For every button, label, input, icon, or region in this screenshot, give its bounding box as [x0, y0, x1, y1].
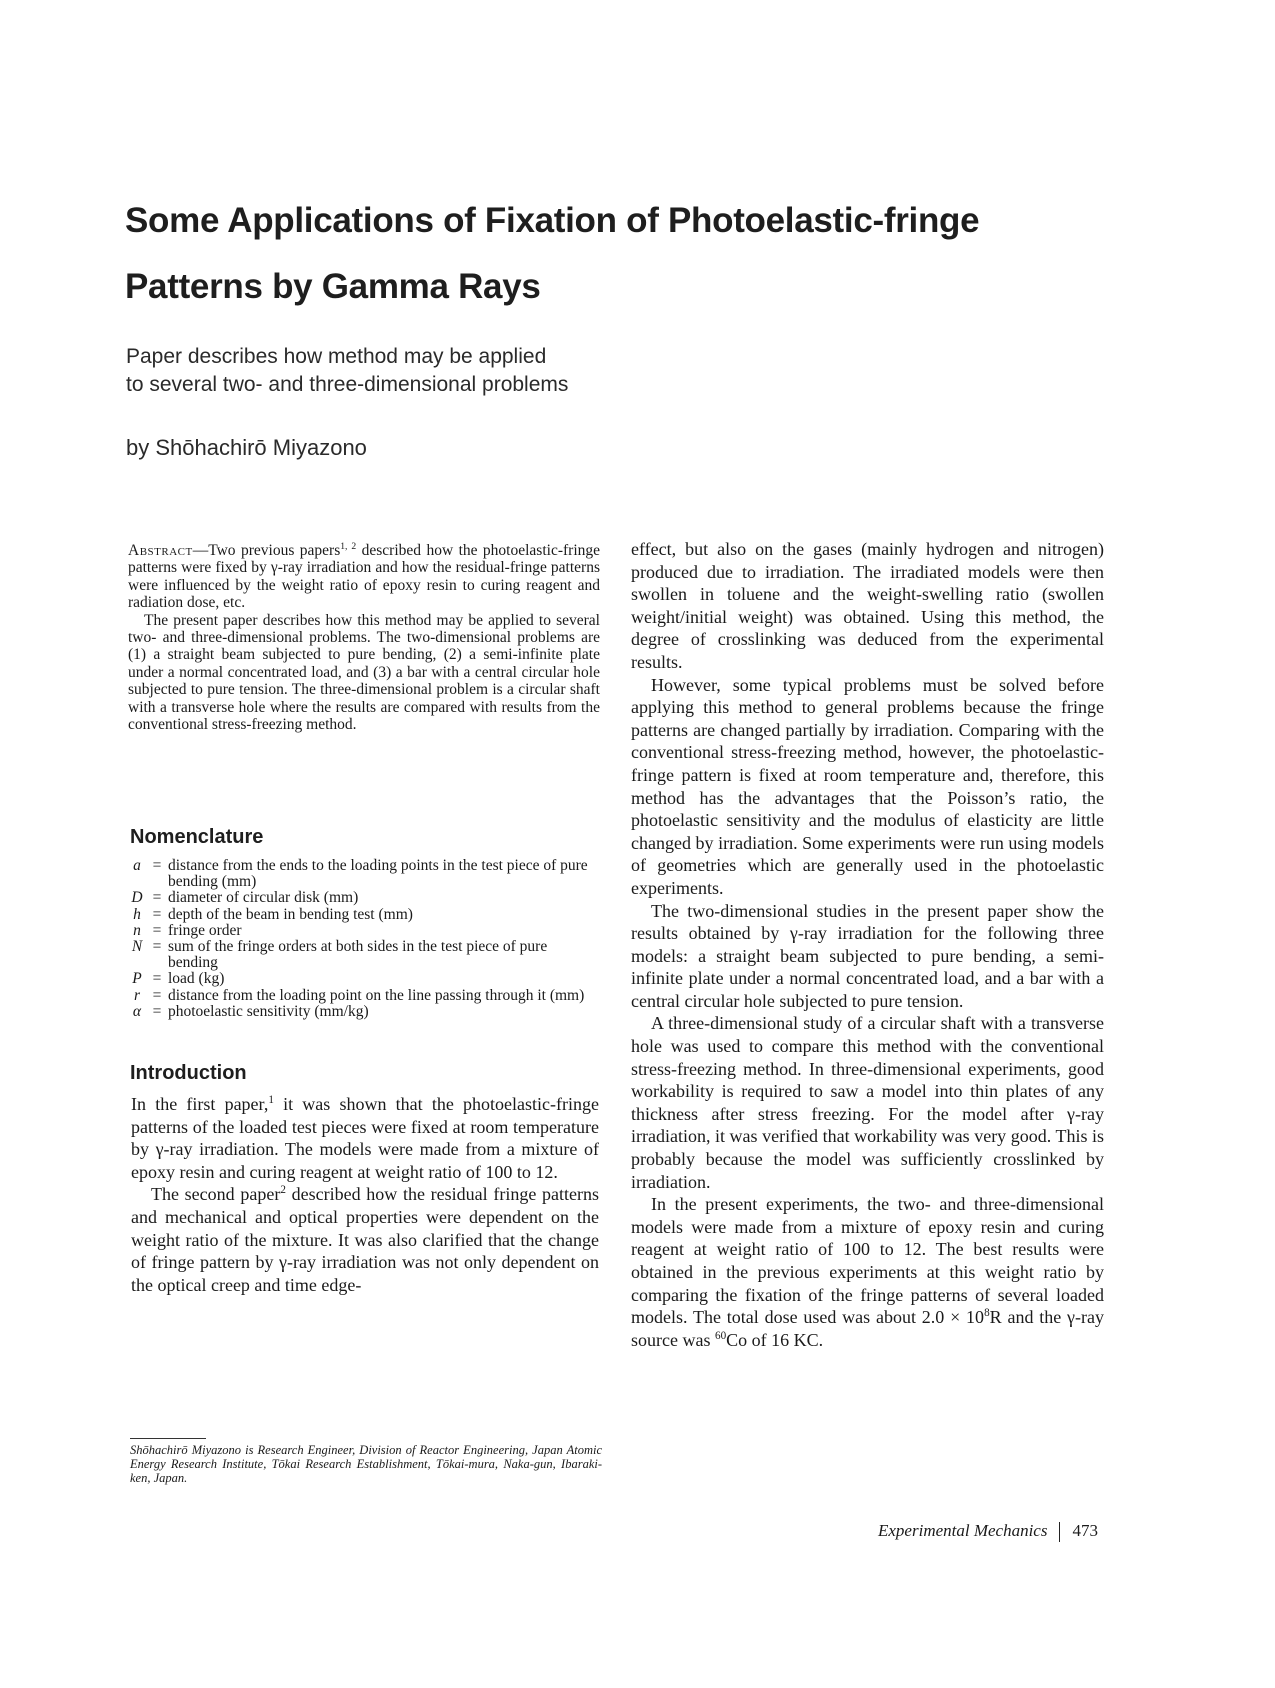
- nomenclature-symbol: n: [133, 921, 141, 939]
- nomenclature-definition: depth of the beam in bending test (mm): [168, 905, 413, 923]
- nomenclature-item: [128, 1004, 600, 1020]
- author-footnote: Shōhachirō Miyazono is Research Engineer, Division of Reactor Engineering, Japan Atomic Energy Research Institute, Tōkai Research Establishment, Tōkai-mura, Naka-gun, Ibaraki-ken, Japan.: [130, 1443, 602, 1485]
- title-line-1: Some Applications of Fixation of Photoelastic-fringe: [125, 201, 980, 240]
- abstract-text: —Two previous papers: [192, 542, 341, 559]
- nomenclature-definition: load (kg): [168, 970, 225, 988]
- nomenclature-symbol: r: [133, 986, 141, 1004]
- right-text: R and the γ-ray source was: [631, 1307, 1104, 1350]
- nomenclature-definition: distance from the ends to the loading points in the test piece of pure bending (mm): [168, 857, 588, 891]
- nomenclature-equals: =: [152, 1002, 162, 1020]
- nomenclature-equals: =: [152, 986, 162, 1004]
- intro-text: The second paper: [151, 1184, 281, 1205]
- nomenclature-equals: =: [152, 905, 162, 923]
- nomenclature-item: [128, 939, 600, 971]
- nomenclature-symbol: P: [132, 970, 142, 988]
- abstract-text: described how the photoelastic-fringe patterns were fixed by γ-ray irradiation and how the residual-fringe patterns were influenced by the weight ratio of epoxy resin to curing reagent and radiation dose, etc.: [128, 542, 601, 612]
- nomenclature-definition: photoelastic sensitivity (mm/kg): [168, 1002, 369, 1020]
- isotope-mass-number: 60: [714, 1329, 727, 1342]
- introduction-left-column: [131, 1093, 599, 1296]
- journal-name: Experimental Mechanics: [878, 1521, 1048, 1540]
- nomenclature-item: [128, 907, 600, 923]
- subtitle-line-1: Paper describes how method may be applied: [126, 345, 547, 368]
- intro-text: it was shown that the photoelastic-fringe patterns of the loaded test pieces were fixed at room temperature by γ-ray irradiation. The models were made from a mixture of epoxy resin and curing reagent at weight ratio of 100 to 12.: [131, 1094, 600, 1182]
- subtitle-line-2: to several two- and three-dimensional problems: [126, 373, 569, 396]
- nomenclature-item: [128, 923, 600, 939]
- nomenclature-symbol: α: [132, 1002, 142, 1020]
- nomenclature-equals: =: [152, 889, 162, 907]
- abstract: [128, 542, 600, 733]
- exponent: 8: [984, 1307, 990, 1320]
- nomenclature-symbol: h: [133, 905, 141, 923]
- nomenclature-symbol: N: [131, 938, 143, 956]
- footer-divider: [1059, 1522, 1060, 1542]
- nomenclature-item: [128, 971, 600, 987]
- nomenclature-definition: fringe order: [168, 921, 242, 939]
- nomenclature-definition: diameter of circular disk (mm): [168, 889, 359, 907]
- right-paragraph-5: [631, 1193, 1104, 1351]
- intro-text: described how the residual fringe patterns and mechanical and optical properties were dependent on the weight ratio of the mixture. It was also clarified that the change of fringe pattern by γ-ray irradiation was not only dependent on the optical creep and time edge-: [131, 1184, 599, 1295]
- paper-title: [125, 188, 1125, 320]
- page-number: 473: [1072, 1521, 1098, 1540]
- intro-paragraph-1: [131, 1093, 599, 1183]
- paper-subtitle: [126, 343, 686, 399]
- nomenclature-symbol: D: [131, 889, 143, 907]
- right-paragraph-1: effect, but also on the gases (mainly hydrogen and nitrogen) produced due to irradiation. The irradiated models were then swollen in toluene and the weight-swelling ratio (swollen weight/initial weight) was obtained. Using this method, the degree of crosslinking was deduced from the experimental results.: [631, 539, 1104, 672]
- citation-ref: 2: [280, 1184, 286, 1197]
- nomenclature-equals: =: [152, 970, 162, 988]
- title-line-2: Patterns by Gamma Rays: [125, 267, 541, 306]
- nomenclature-item: [128, 988, 600, 1004]
- nomenclature-equals: =: [152, 938, 162, 956]
- nomenclature-item: [128, 858, 600, 890]
- abstract-paragraph-2: The present paper describes how this method may be applied to several two- and three-dimensional problems. The two-dimensional problems are (1) a straight beam subjected to pure bending, (2) a semi-infinite plate under a normal concentrated load, and (3) a bar with a central circular hole subjected to pure tension. The three-dimensional problem is a circular shaft with a transverse hole where the results are compared with results from the conventional stress-freezing method.: [128, 611, 600, 734]
- right-paragraph-3: The two-dimensional studies in the present paper show the results obtained by γ-ray irradiation for the following three models: a straight beam subjected to pure bending, a semi-infinite plate under a normal concentrated load, and a bar with a central circular hole subjected to pure tension.: [631, 900, 1104, 1011]
- nomenclature-definition: distance from the loading point on the line passing through it (mm): [168, 986, 585, 1004]
- nomenclature-heading: Nomenclature: [130, 826, 264, 848]
- nomenclature-equals: =: [152, 921, 162, 939]
- right-paragraph-4: A three-dimensional study of a circular shaft with a transverse hole was used to compare this method with the conventional stress-freezing method. In three-dimensional experiments, good workability is required to saw a model into thin plates of any thickness after stress freezing. For the model after γ-ray irradiation, it was verified that workability was very good. This is probably because the model was sufficiently crosslinked by irradiation.: [631, 1013, 1104, 1192]
- nomenclature-symbol: a: [133, 857, 141, 874]
- nomenclature-item: [128, 890, 600, 906]
- abstract-paragraph-1: [128, 542, 600, 612]
- right-paragraph-2: However, some typical problems must be solved before applying this method to general problems because the fringe patterns are changed partially by irradiation. Comparing with the conventional stress-freezing method, however, the photoelastic-fringe pattern is fixed at room temperature and, therefore, this method has the advantages that the Poisson’s ratio, the photoelastic sensitivity and the modulus of elasticity are little changed by irradiation. Some experiments were run using models of geometries which are generally used in the photoelastic experiments.: [631, 674, 1104, 898]
- citation-ref: 1, 2: [340, 540, 357, 552]
- right-text: Co of 16 KC.: [726, 1329, 824, 1350]
- introduction-heading: Introduction: [130, 1062, 247, 1084]
- nomenclature-equals: =: [152, 857, 162, 874]
- abstract-label: Abstract: [128, 542, 193, 559]
- nomenclature-definition: sum of the fringe orders at both sides in the test piece of pure bending: [168, 938, 548, 972]
- footnote-rule: [130, 1438, 206, 1439]
- right-text: In the present experiments, the two- and three-dimensional models were made from a mixture of epoxy resin and curing reagent at weight ratio of 100 to 12. The best results were obtained in the previous experiments at this weight ratio by comparing the fixation of the fringe patterns of several loaded models. The total dose used was about 2.0 × 10: [631, 1194, 1104, 1328]
- intro-text: In the first paper,: [131, 1094, 269, 1114]
- author-byline: by Shōhachirō Miyazono: [126, 435, 367, 460]
- right-column: [631, 538, 1104, 1351]
- page-footer: [878, 1521, 1098, 1542]
- intro-paragraph-2: [131, 1183, 599, 1296]
- nomenclature-list: [128, 858, 600, 1020]
- citation-ref: 1: [268, 1094, 274, 1106]
